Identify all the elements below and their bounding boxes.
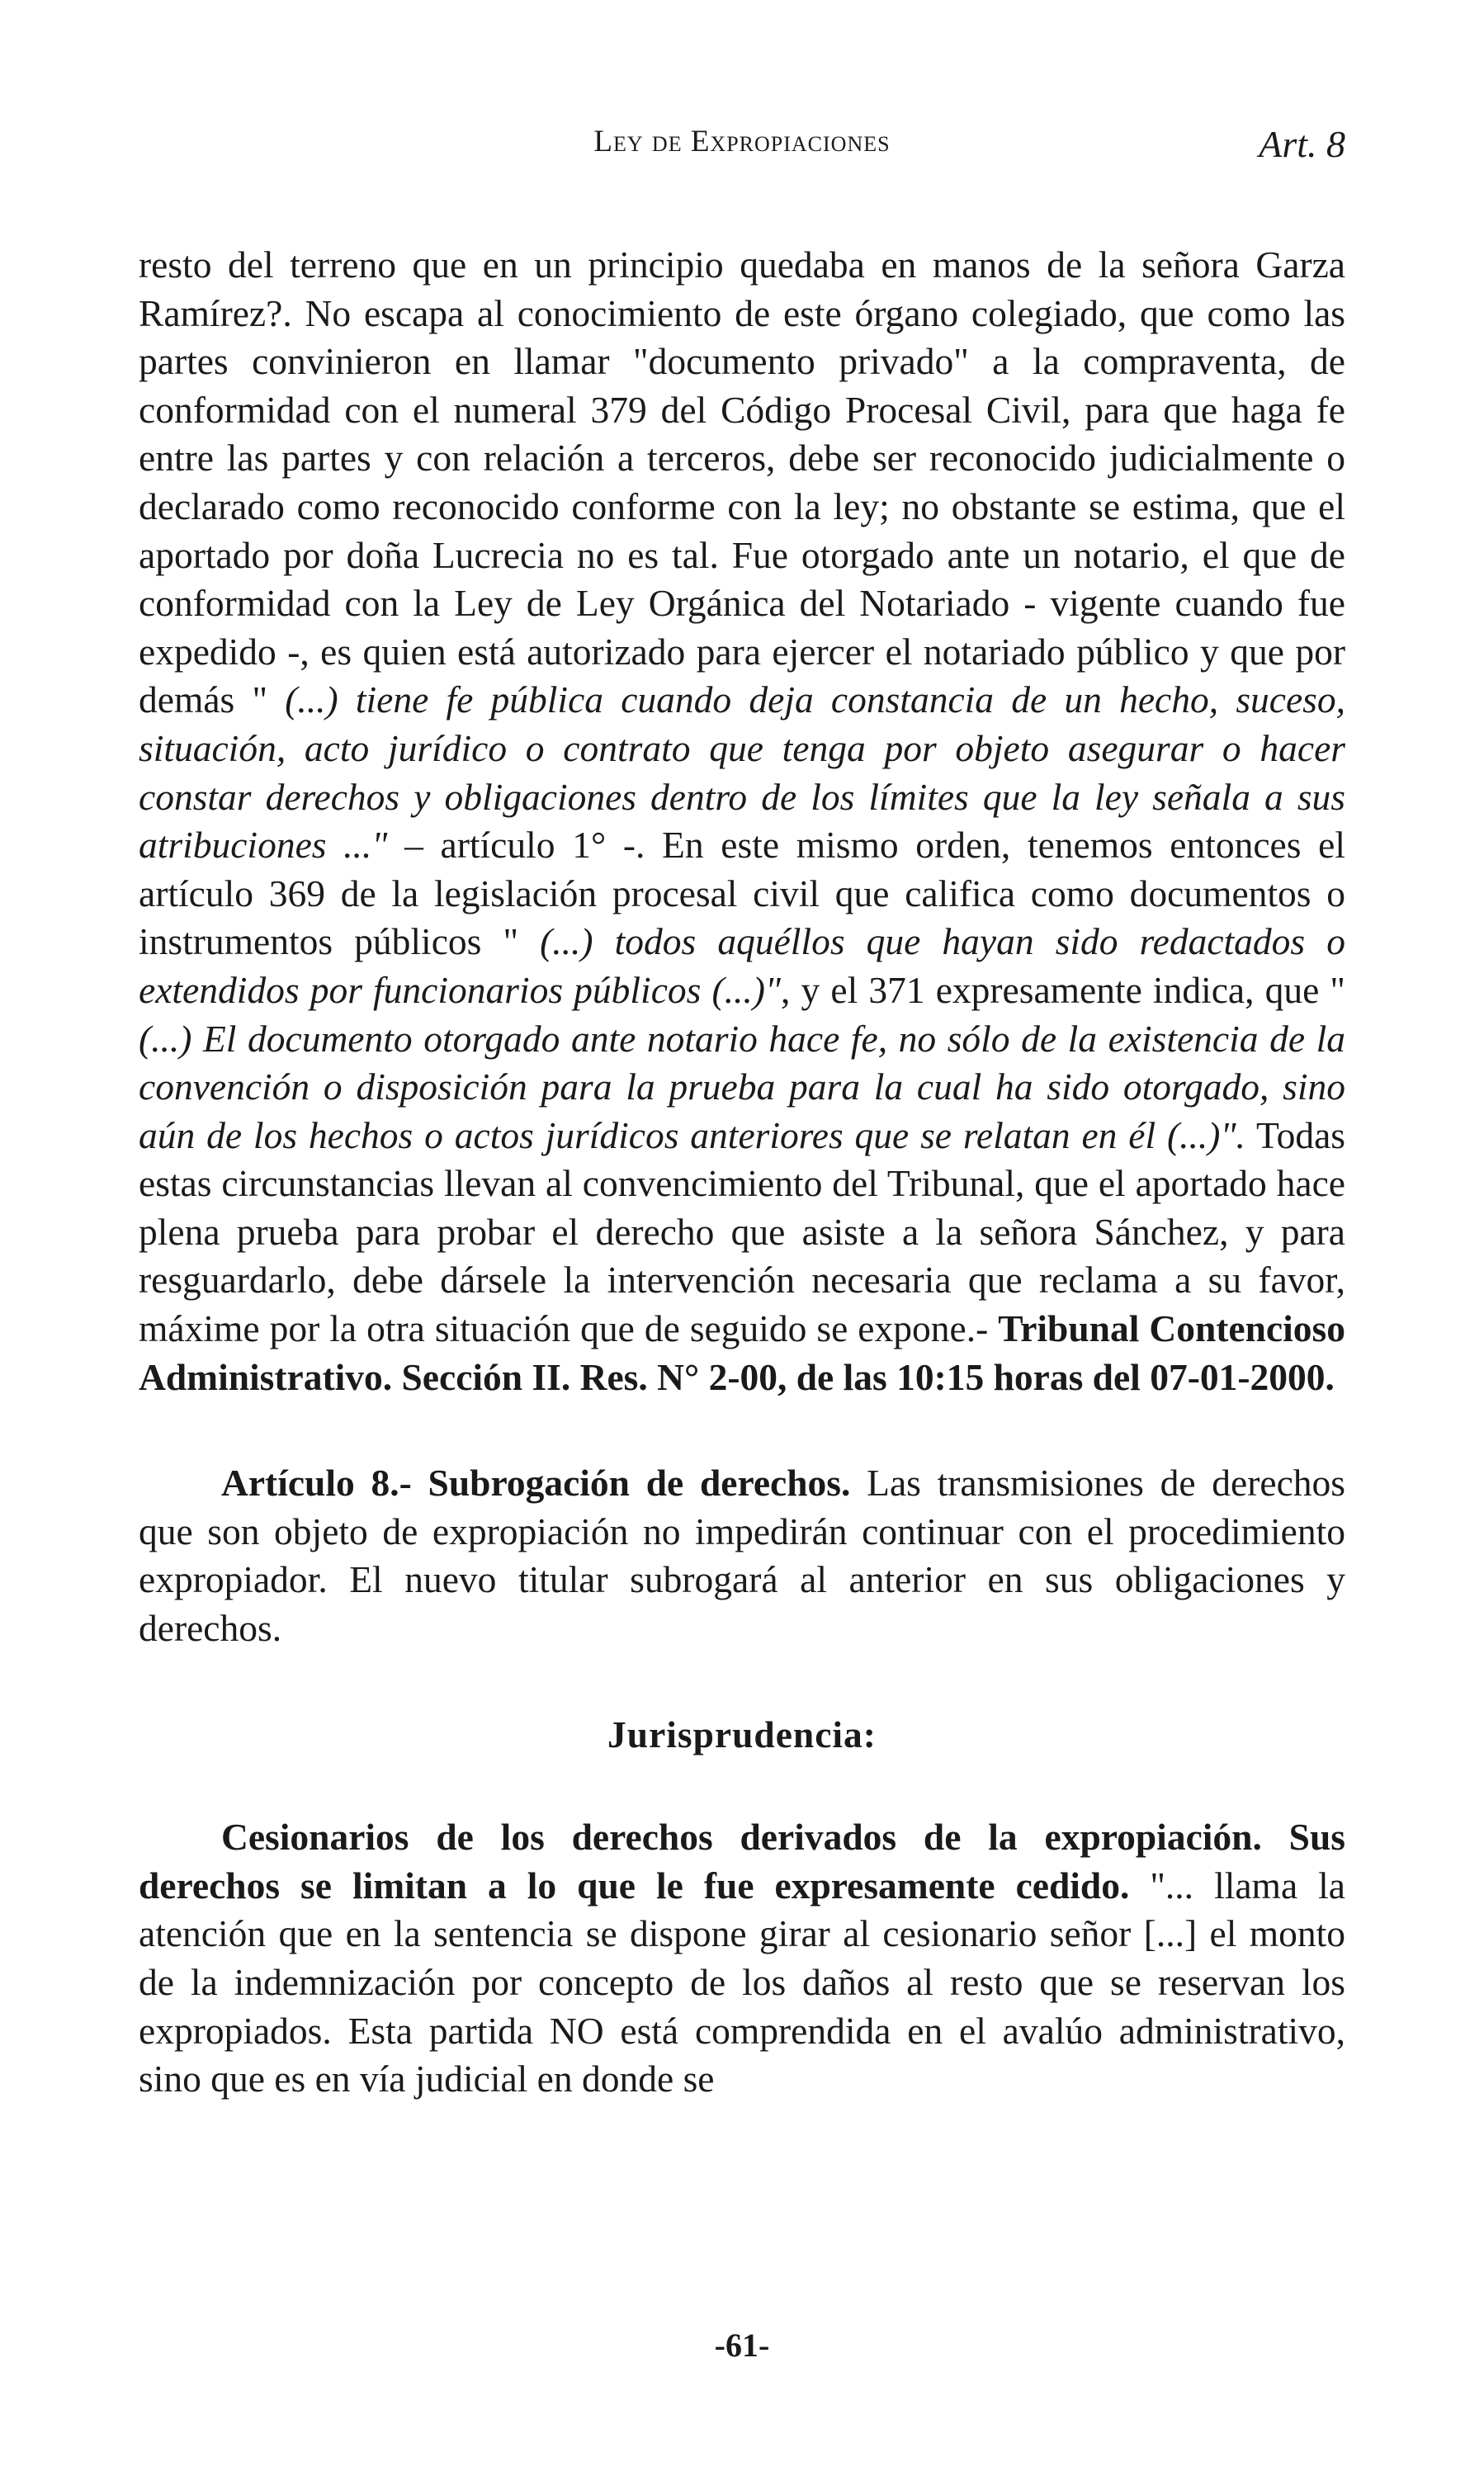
page-body (139, 241, 1345, 2104)
article-8-text: Las transmisiones de derechos que son objeto de expropiación no impedirán continuar con el procedimiento expropiador. El nuevo titular subrogará al anterior en sus obligaciones y derechos. (139, 1462, 1345, 1650)
paragraph-text: , y el 371 expresamente indica, que " (781, 968, 1345, 1011)
jurisprudence-text: "... llama la atención que en la sentencia se dispone girar al cesionario señor [...] el monto de la indemnización por concepto de los daños al resto que se reservan los expropiados. Esta partida NO está comprendida en el avalúo administrativo, sino que es en vía judicial en donde se (139, 1864, 1345, 2100)
quotation-article-369: (...) todos aquéllos que hayan sido redactados o extendidos por funcionarios públicos (...)" (139, 920, 1345, 1011)
running-title: Ley de Expropiaciones (593, 125, 891, 158)
paragraph-ruling (139, 241, 1345, 1401)
article-number: Art. 8 (1259, 123, 1345, 165)
paragraph-text: resto del terreno que en un principio quedaba en manos de la señora Garza Ramírez?. No escapa al conocimiento de este órgano colegiado, que como las partes convinieron en llamar "documento privado" a la compraventa, de conformidad con el numeral 379 del Código Procesal Civil, para que haga fe entre las partes y con relación a terceros, debe ser reconocido judicialmente o declarado como reconocido conforme con la ley; no obstante se estima, que el aportado por doña Lucrecia no es tal. Fue otorgado ante un notario, el que de conformidad con la Ley de Ley Orgánica del Notariado - vigente cuando fue expedido -, es quien está autorizado para ejercer el notariado público y que por demás " (139, 243, 1345, 721)
running-header (0, 116, 1484, 182)
article-8-title: Artículo 8.- Subrogación de derechos. (221, 1462, 851, 1505)
article-8-paragraph (139, 1459, 1345, 1652)
case-citation: Tribunal Contencioso Administrativo. Sección II. Res. N° 2-00, de las 10:15 horas del 07-01-2000. (139, 1307, 1345, 1398)
paragraph-text: Todas estas circunstancias llevan al convencimiento del Tribunal, que el aportado hace plena prueba para probar el derecho que asiste a la señora Sánchez, y para resguardarlo, debe dársele la intervención necesaria que reclama a su favor, máxime por la otra situación que de seguido se expone.- (139, 1113, 1346, 1350)
quotation-notarial-law: (...) tiene fe pública cuando deja constancia de un hecho, suceso, situación, acto jurídico o contrato que tenga por objeto asegurar o hacer constar derechos y obligaciones dentro de los límites que la ley señala a sus atribuciones ..." (139, 678, 1346, 867)
paragraph-text: – artículo 1° -. En este mismo orden, tenemos entonces el artículo 369 de la legislación procesal civil que califica como documentos o instrumentos públicos " (139, 824, 1345, 963)
page-number: -61- (714, 2327, 770, 2364)
jurisprudence-title: Cesionarios de los derechos derivados de la expropiación. Sus derechos se limitan a lo que le fue expresamente cedido. (139, 1816, 1345, 1907)
section-heading-jurisprudencia: Jurisprudencia: (607, 1713, 877, 1755)
jurisprudence-paragraph (139, 1813, 1345, 2104)
quotation-article-371: (...) El documento otorgado ante notario hace fe, no sólo de la existencia de la convención o disposición para la prueba para la cual ha sido otorgado, sino aún de los hechos o actos jurídicos anteriores que se relatan en él (...)". (139, 1017, 1345, 1156)
